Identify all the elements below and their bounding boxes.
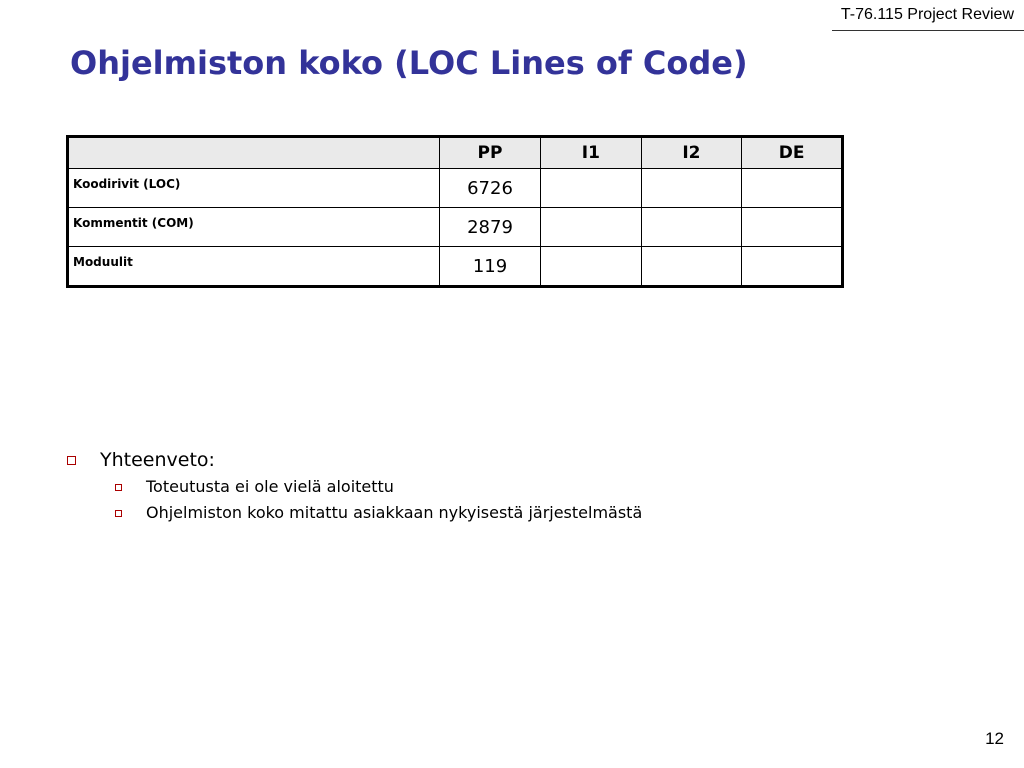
table-header-corner: [68, 137, 440, 169]
table-cell: [742, 208, 843, 247]
table-cell: [742, 169, 843, 208]
summary-heading-item: [64, 446, 642, 474]
table-cell: [742, 247, 843, 287]
table-cell: [541, 208, 642, 247]
slide-title: Ohjelmiston koko (LOC Lines of Code): [70, 44, 748, 82]
table-row: [68, 247, 843, 287]
table-header-row: [68, 137, 843, 169]
table-cell: [641, 169, 742, 208]
course-label: T-76.115 Project Review: [840, 6, 1014, 23]
page-number: 12: [985, 729, 1004, 748]
square-bullet-icon: [115, 484, 122, 491]
table-cell: 119: [439, 247, 540, 287]
column-header-i2: I2: [641, 137, 742, 169]
summary-heading: Yhteenveto:: [100, 449, 215, 471]
column-header-pp: PP: [439, 137, 540, 169]
row-label-modules: Moduulit: [68, 247, 440, 287]
table-cell: 6726: [439, 169, 540, 208]
header-divider: [832, 30, 1024, 31]
list-item: [64, 500, 642, 526]
square-bullet-icon: [67, 456, 76, 465]
table-cell: [541, 169, 642, 208]
table-cell: [541, 247, 642, 287]
loc-table: [66, 135, 844, 288]
table-row: [68, 169, 843, 208]
column-header-de: DE: [742, 137, 843, 169]
square-bullet-icon: [115, 510, 122, 517]
column-header-i1: I1: [541, 137, 642, 169]
summary-list: [64, 446, 642, 526]
summary-item-text: Toteutusta ei ole vielä aloitettu: [146, 477, 394, 496]
row-label-com: Kommentit (COM): [68, 208, 440, 247]
row-label-loc: Koodirivit (LOC): [68, 169, 440, 208]
table-row: [68, 208, 843, 247]
table-cell: 2879: [439, 208, 540, 247]
list-item: [64, 474, 642, 500]
summary-item-text: Ohjelmiston koko mitattu asiakkaan nykyisestä järjestelmästä: [146, 503, 643, 522]
table-cell: [641, 247, 742, 287]
table-cell: [641, 208, 742, 247]
